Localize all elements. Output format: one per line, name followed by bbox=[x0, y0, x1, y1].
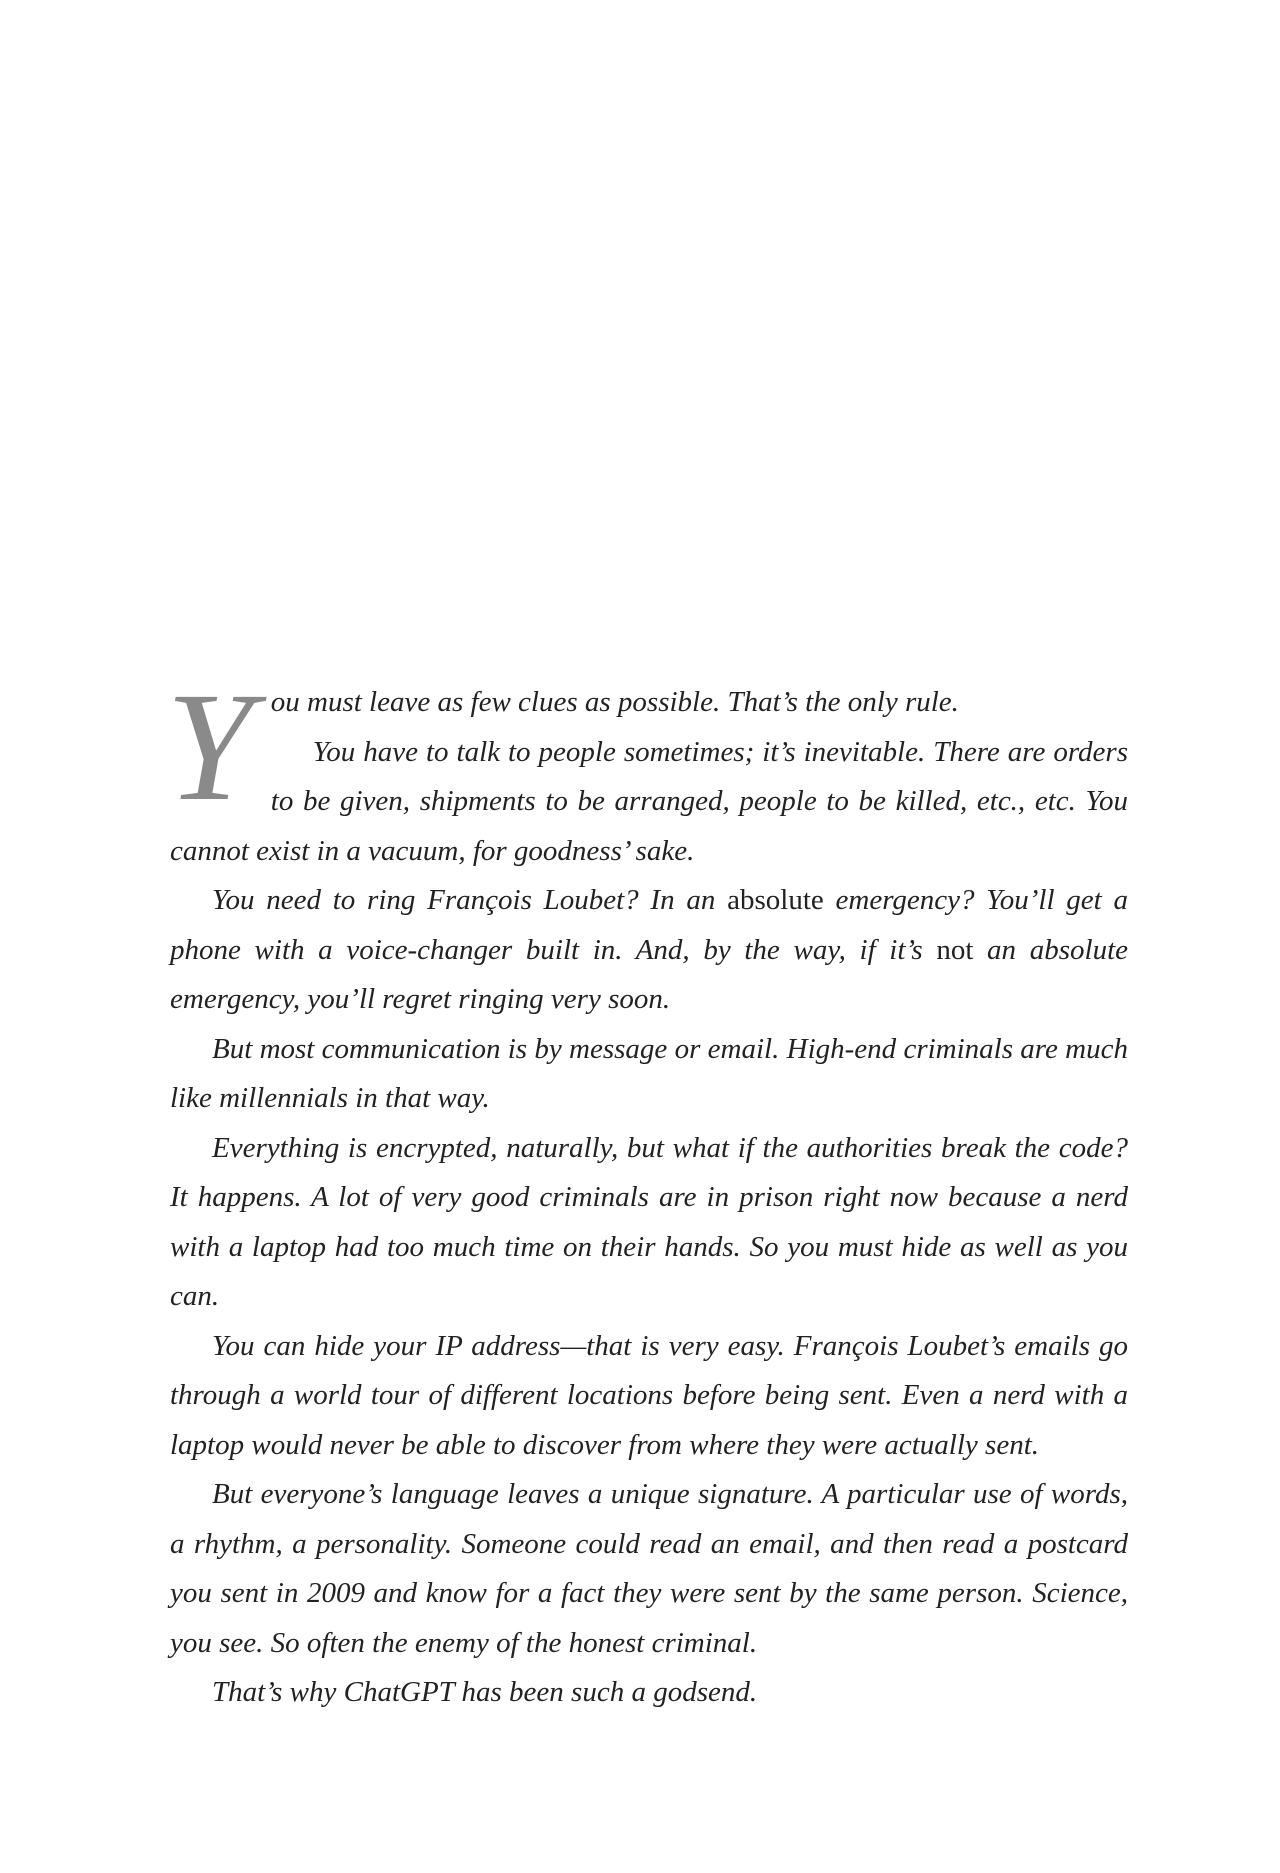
drop-cap-letter: Y bbox=[166, 660, 253, 833]
paragraph-7: But everyone’s language leaves a unique signature. A particular use of words, a rhythm, a personality. Someone could read an email, and then read a postcard you sent in 2009 and know for a fact they were sent by the same person. Science, you see. So often the enemy of the honest criminal. bbox=[170, 1478, 1128, 1659]
paragraph-3-text-c: emergency? You’ll get a phone with a voice-changer built in. And, by the way, if it’s bbox=[170, 884, 1128, 966]
paragraph-4: But most communication is by message or email. High-end criminals are much like millennials in that way. bbox=[170, 1032, 1128, 1114]
paragraph-8: That’s why ChatGPT has been such a godsend. bbox=[212, 1676, 758, 1708]
paragraph-3-emphasis-not: not bbox=[936, 933, 974, 966]
paragraph-3-emphasis-absolute: absolute bbox=[727, 884, 824, 916]
chapter-body-text bbox=[166, 660, 1128, 1718]
paragraph-opening bbox=[166, 660, 1128, 876]
paragraph-6: You can hide your IP address—that is very easy. François Loubet’s emails go through a world tour of different locations before being sent. Even a nerd with a laptop would never be able to discover from where they were actually sent. bbox=[170, 1329, 1128, 1461]
paragraph-5: Everything is encrypted, naturally, but what if the authorities break the code? It happens. A lot of very good criminals are in prison right now because a nerd with a laptop had too much time on their hands. So you must hide as well as you can. bbox=[170, 1131, 1128, 1312]
paragraph-3-text-e: an absolute emergency, you’ll regret ringing very soon. bbox=[170, 933, 1128, 1015]
paragraph-2-text: You have to talk to people sometimes; it’s inevitable. There are orders to be given, shipments to be arranged, people to be killed, etc., etc. You cannot exist in a vacuum, for goodness’ sake. bbox=[170, 735, 1128, 867]
paragraph-3-text-a: You need to ring François Loubet? In an bbox=[212, 884, 728, 916]
paragraph-3 bbox=[170, 876, 1128, 1025]
paragraph-1-text: ou must leave as few clues as possible. That’s the only rule. bbox=[270, 686, 959, 718]
